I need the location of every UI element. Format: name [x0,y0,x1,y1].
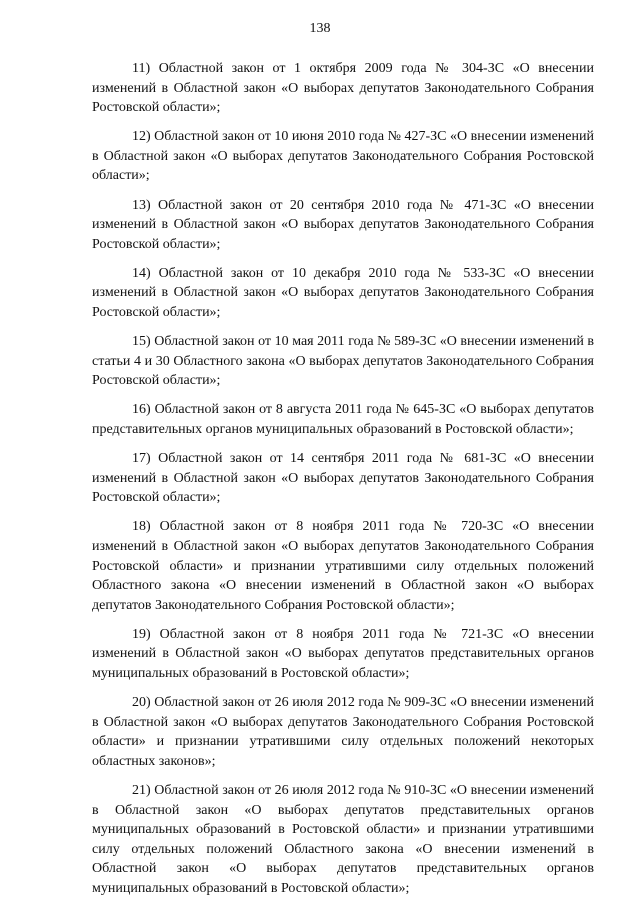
list-item-17: 17) Областной закон от 14 сентября 2011 года № 681-ЗС «О внесении изменений в Областной закон «О выборах депутатов Законодательного Собрания Ростовской области»; [92,451,594,506]
list-item-14: 14) Областной закон от 10 декабря 2010 года № 533-ЗС «О внесении изменений в Областной закон «О выборах депутатов Законодательного Собрания Ростовской области»; [92,265,594,321]
list-item-15: 15) Областной закон от 10 мая 2011 года № 589-ЗС «О внесении изменений в статьи 4 и 30 Областного закона «О выборах депутатов Законодательного Собрания Ростовской области»; [92,334,594,389]
list-item-20: 20) Областной закон от 26 июля 2012 года № 909-ЗС «О внесении изменений в Областной закон «О выборах депутатов Законодательного Собрания Ростовской области» и признании утратившими силу отдельных положений некоторых областных законов»; [92,695,594,769]
document-body [92,59,594,908]
page-number: 138 [309,21,331,36]
list-item-18: 18) Областной закон от 8 ноября 2011 года № 720-ЗС «О внесении изменений в Областной закон «О выборах депутатов Законодательного Собрания Ростовской области» и признании утратившими силу отдельных положений Областного закона «О внесении изменений в Областной закон «О выборах депутатов Законодательного Собрания Ростовской области»; [92,519,594,613]
list-item-21: 21) Областной закон от 26 июля 2012 года № 910-ЗС «О внесении изменений в Областной закон «О выборах депутатов представительных органов муниципальных образований в Ростовской области» и признании утратившими силу отдельных положений Областного закона «О внесении изменений в Областной закон «О выборах депутатов представительных органов муниципальных образований в Ростовской области»; [92,783,594,896]
list-item-13: 13) Областной закон от 20 сентября 2010 года № 471-ЗС «О внесении изменений в Областной закон «О выборах депутатов Законодательного Собрания Ростовской области»; [92,197,594,252]
list-item-19: 19) Областной закон от 8 ноября 2011 года № 721-ЗС «О внесении изменений в Областной закон «О выборах депутатов представительных органов муниципальных образований в Ростовской области»; [92,626,594,682]
list-item-11: 11) Областной закон от 1 октября 2009 года № 304-ЗС «О внесении изменений в Областной закон «О выборах депутатов Законодательного Собрания Ростовской области»; [92,61,594,116]
list-item-16: 16) Областной закон от 8 августа 2011 года № 645-ЗС «О выборах депутатов представительных органов муниципальных образований в Ростовской области»; [92,402,594,437]
list-item-12: 12) Областной закон от 10 июня 2010 года № 427-ЗС «О внесении изменений в Областной закон «О выборах депутатов Законодательного Собрания Ростовской области»; [92,129,594,184]
